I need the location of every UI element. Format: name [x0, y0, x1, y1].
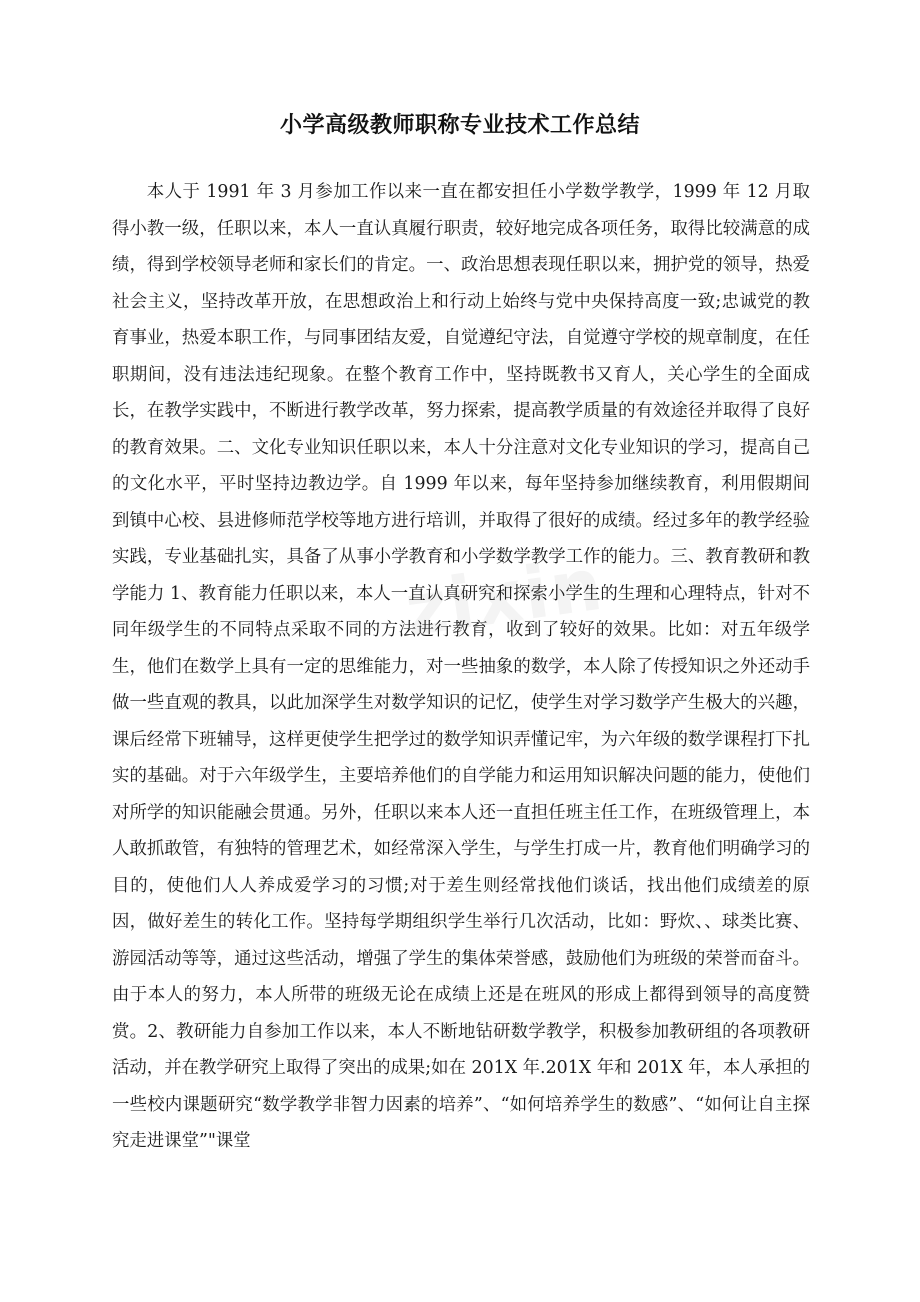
watermark-logo: zixin: [400, 541, 609, 653]
document-body-paragraph: 本人于 1991 年 3 月参加工作以来一直在都安担任小学数学教学，1999 年 12 月取得小教一级，任职以来，本人一直认真履行职责，较好地完成各项任务，取得比较满意的成绩，得到学校领导老师和家长们的肯定。一、政治思想表现任职以来，拥护党的领导，热爱社会主义，坚持改革开放，在思想政治上和行动上始终与党中央保持高度一致;忠诚党的教育事业，热爱本职工作，与同事团结友爱，自觉遵纪守法，自觉遵守学校的规章制度，在任职期间，没有违法违纪现象。在整个教育工作中，坚持既教书又育人，关心学生的全面成长，在教学实践中，不断进行教学改革，努力探索，提高教学质量的有效途径并取得了良好的教育效果。二、文化专业知识任职以来，本人十分注意对文化专业知识的学习，提高自己的文化水平，平时坚持边教边学。自 1999 年以来，每年坚持参加继续教育，利用假期间到镇中心校、县进修师范学校等地方进行培训，并取得了很好的成绩。经过多年的教学经验实践，专业基础扎实，具备了从事小学教育和小学数学教学工作的能力。三、教育教研和教学能力 1、教育能力任职以来，本人一直认真研究和探索小学生的生理和心理特点，针对不同年级学生的不同特点采取不同的方法进行教育，收到了较好的效果。比如：对五年级学生，他们在数学上具有一定的思维能力，对一些抽象的数学，本人除了传授知识之外还动手做一些直观的教具，以此加深学生对数学知识的记忆，使学生对学习数学产生极大的兴趣，课后经常下班辅导，这样更使学生把学过的数学知识弄懂记牢，为六年级的数学课程打下扎实的基础。对于六年级学生，主要培养他们的自学能力和运用知识解决问题的能力，使他们对所学的知识能融会贯通。另外，任职以来本人还一直担任班主任工作，在班级管理上，本人敢抓敢管，有独特的管理艺术，如经常深入学生，与学生打成一片，教育他们明确学习的目的，使他们人人养成爱学习的习惯;对于差生则经常找他们谈话，找出他们成绩差的原因，做好差生的转化工作。坚持每学期组织学生举行几次活动，比如：野炊、、球类比赛、游园活动等等，通过这些活动，增强了学生的集体荣誉感，鼓励他们为班级的荣誉而奋斗。由于本人的努力，本人所带的班级无论在成绩上还是在班风的形成上都得到领导的高度赞赏。2、教研能力自参加工作以来，本人不断地钻研数学教学，积极参加教研组的各项教研活动，并在教学研究上取得了突出的成果;如在 201X 年.201X 年和 201X 年，本人承担的一些校内课题研究“数学教学非智力因素的培养”、“如何培养学生的数感”、“如何让自主探究走进课堂”"课堂: [112, 182, 810, 1151]
document-title: 小学高级教师职称专业技术工作总结: [279, 113, 640, 138]
